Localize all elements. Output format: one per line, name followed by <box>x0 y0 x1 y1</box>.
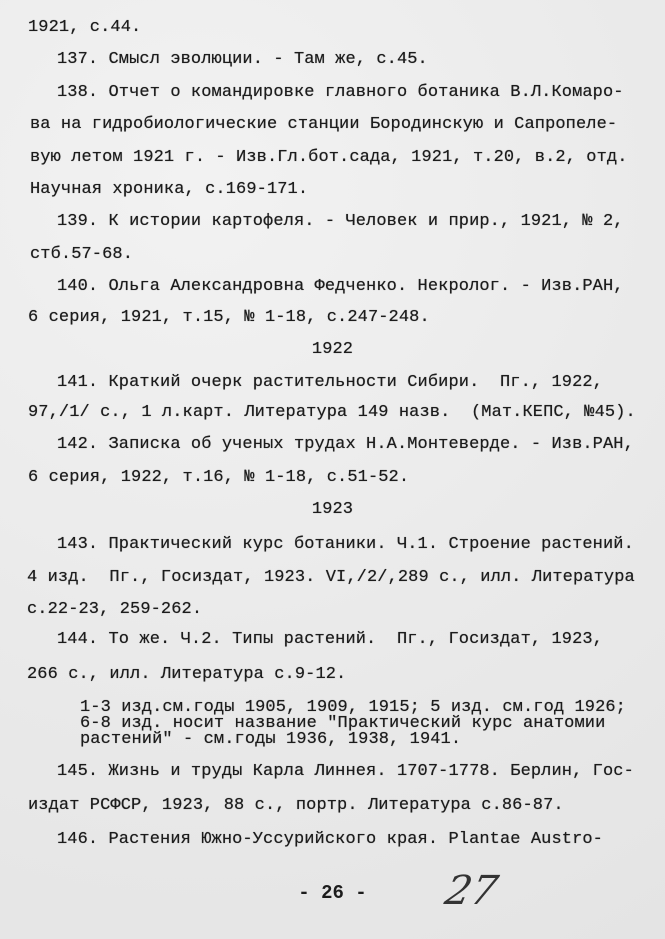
text-line: 1921, с.44. <box>28 18 142 37</box>
text-line: с.22-23, 259-262. <box>27 600 203 619</box>
entry-140: 140. Ольга Александровна Федченко. Некролог. - Изв.РАН, <box>57 277 624 296</box>
entry-139: 139. К истории картофеля. - Человек и прир., 1921, № 2, <box>57 212 624 231</box>
text-line: 266 с., илл. Литература с.9-12. <box>27 665 347 684</box>
entry-142: 142. Записка об ученых трудах Н.А.Монтеверде. - Изв.РАН, <box>57 435 634 454</box>
year-heading-1922: 1922 <box>311 340 354 359</box>
entry-144: 144. То же. Ч.2. Типы растений. Пг., Госиздат, 1923, <box>57 630 603 649</box>
text-line: издат РСФСР, 1923, 88 с., портр. Литература с.86-87. <box>28 796 564 815</box>
edition-note: 6-8 изд. носит название "Практический курс анатомии <box>80 714 606 733</box>
text-line: Научная хроника, с.169-171. <box>30 180 309 199</box>
entry-145: 145. Жизнь и труды Карла Линнея. 1707-1778. Берлин, Гос- <box>57 762 634 781</box>
text-line: 6 серия, 1921, т.15, № 1-18, с.247-248. <box>28 308 430 327</box>
entry-143: 143. Практический курс ботаники. Ч.1. Строение растений. <box>57 535 634 554</box>
entry-138: 138. Отчет о командировке главного ботаника В.Л.Комаро- <box>57 83 624 102</box>
edition-note: растений" - см.годы 1936, 1938, 1941. <box>80 730 462 749</box>
page-number: - 26 - <box>298 882 367 904</box>
text-line: 4 изд. Пг., Госиздат, 1923. VI,/2/,289 с., илл. Литература <box>27 568 635 587</box>
edition-note: 1-3 изд.см.годы 1905, 1909, 1915; 5 изд. см.год 1926; <box>80 698 626 717</box>
text-line: 6 серия, 1922, т.16, № 1-18, с.51-52. <box>28 468 410 487</box>
text-line: ва на гидробиологические станции Бородинскую и Сапропеле- <box>30 115 618 134</box>
text-line: вую летом 1921 г. - Изв.Гл.бот.сада, 1921, т.20, в.2, отд. <box>30 148 628 167</box>
year-heading-1923: 1923 <box>311 500 354 519</box>
text-line: стб.57-68. <box>30 245 134 264</box>
entry-146: 146. Растения Южно-Уссурийского края. Plantae Austro- <box>57 830 603 849</box>
text-line: 97,/1/ с., 1 л.карт. Литература 149 назв. (Мат.КЕПС, №45). <box>28 403 636 422</box>
entry-141: 141. Краткий очерк растительности Сибири. Пг., 1922, <box>57 373 603 392</box>
handwritten-page-number: 27 <box>441 868 502 914</box>
entry-137: 137. Смысл эволюции. - Там же, с.45. <box>57 50 428 69</box>
